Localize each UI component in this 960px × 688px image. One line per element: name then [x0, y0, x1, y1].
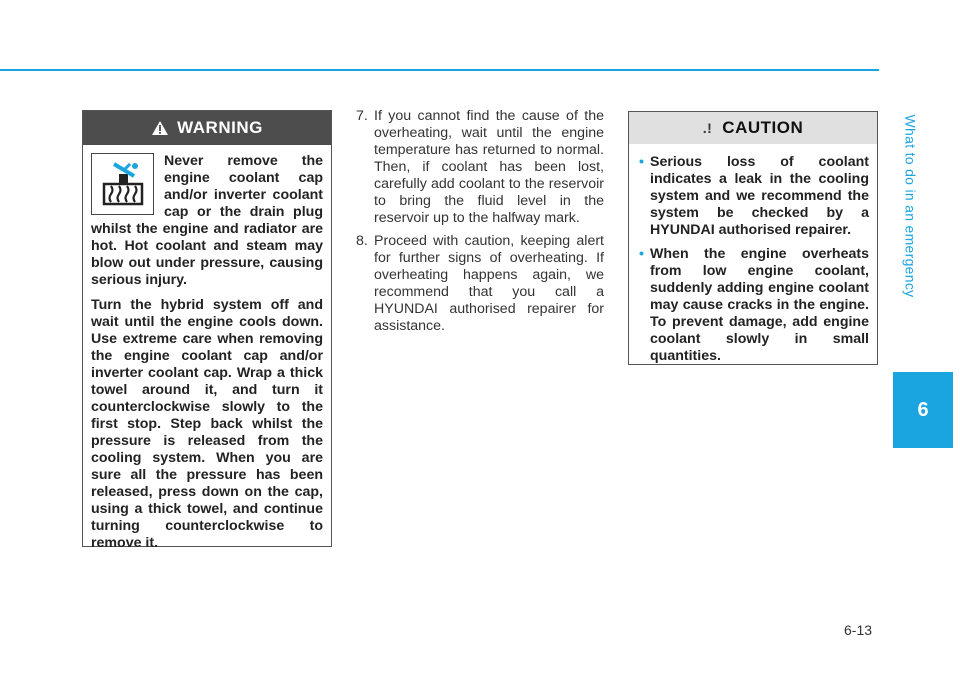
- warning-paragraph-1: Never remove the engine coolant cap and/or inverter coolant cap or the drain plug whilst the engine and radiator are hot. Hot coolant and steam may blow out under pressure, causing serious injury.: [91, 153, 323, 288]
- section-title: What to do in an emergency: [902, 114, 918, 298]
- caution-item-2: [639, 246, 869, 365]
- step-8: [356, 233, 604, 335]
- caution-item-1: [639, 154, 869, 239]
- procedure-steps: [356, 108, 604, 341]
- caution-item-text: Serious loss of coolant indicates a leak in the cooling system and we recommend the system be checked by a HYUNDAI authorised repairer.: [650, 154, 869, 238]
- caution-exclamation-icon: .!: [702, 120, 713, 136]
- hot-coolant-steam-icon: [91, 153, 154, 215]
- chapter-tab: [893, 372, 953, 448]
- step-7: [356, 108, 604, 227]
- warning-triangle-icon: [151, 120, 169, 136]
- bullet-icon: •: [639, 154, 644, 170]
- step-text: If you cannot find the cause of the overheating, wait until the engine temperature has returned to normal. Then, if coolant has been lost, carefully add coolant to the reservoir to bring the fluid level in the reservoir up to the halfway mark.: [374, 108, 604, 226]
- caution-title: CAUTION: [722, 118, 804, 137]
- header-rule: [0, 69, 879, 71]
- step-number: 7.: [356, 108, 368, 124]
- caution-item-text: When the engine overheats from low engine coolant, suddenly adding engine coolant may cause cracks in the engine. To prevent damage, add engine coolant slowly in small quantities.: [650, 246, 869, 364]
- bullet-icon: •: [639, 246, 644, 262]
- step-text: Proceed with caution, keeping alert for further signs of overheating. If overheating happens again, we recommend that you call a HYUNDAI authorised repairer for assistance.: [374, 233, 604, 334]
- warning-paragraph-2: Turn the hybrid system off and wait until the engine cools down. Use extreme care when removing the engine coolant cap and/or inverter coolant cap. Wrap a thick towel around it, and turn it counterclockwise slowly to the first stop. Step back whilst the pressure is released from the cooling system. When you are sure all the pressure has been released, press down on the cap, using a thick towel, and continue turning counterclockwise to remove it.: [91, 297, 323, 551]
- caution-list: [629, 144, 877, 365]
- page-number: 6-13: [844, 622, 873, 638]
- caution-header: [629, 112, 877, 144]
- warning-header: [83, 111, 331, 145]
- caution-box: [628, 111, 878, 365]
- warning-body: [83, 145, 331, 552]
- section-title-vertical: [896, 48, 924, 364]
- warning-title: WARNING: [177, 118, 263, 137]
- step-number: 8.: [356, 233, 368, 249]
- warning-box: [82, 110, 332, 551]
- chapter-number: 6: [917, 398, 929, 421]
